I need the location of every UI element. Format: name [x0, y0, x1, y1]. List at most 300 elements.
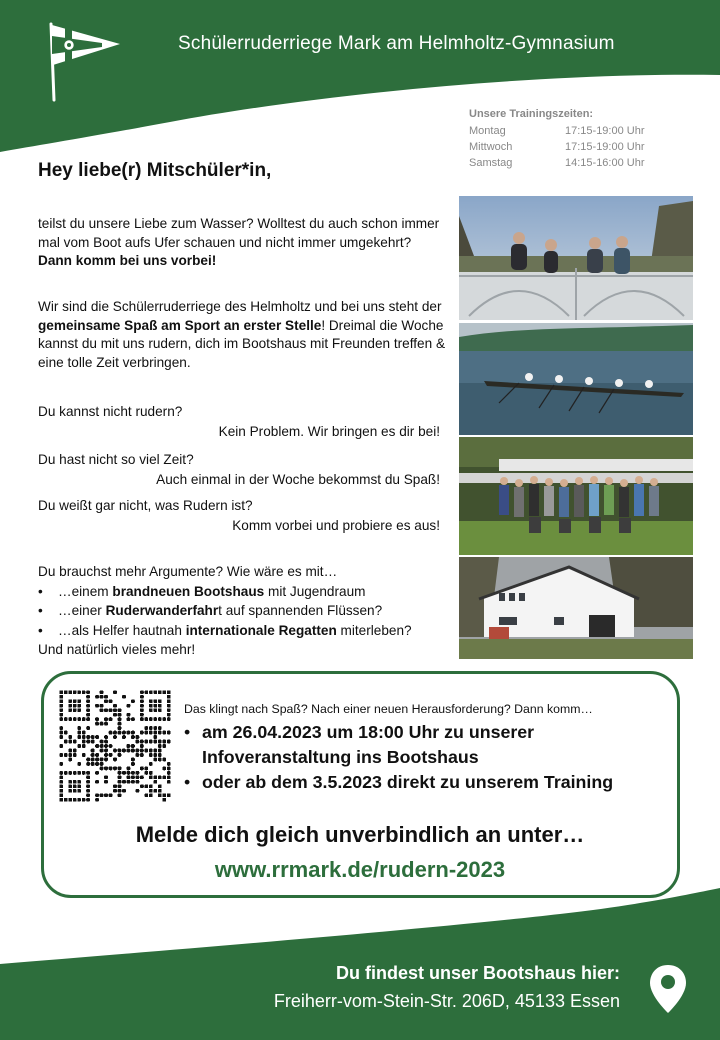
- list-item-continued: [184, 745, 613, 770]
- qr-module: [59, 789, 63, 793]
- qr-module: [131, 717, 135, 721]
- qr-module: [158, 749, 162, 753]
- qr-module: [131, 771, 135, 775]
- qr-module: [167, 771, 171, 775]
- training-title: Unsere Trainingszeiten:: [469, 108, 594, 120]
- intro-text: teilst du unsere Liebe zum Wasser? Wolltest du auch schon immer mal vom Boot aufs Ufer schauen und nicht immer umgekehrt?: [38, 216, 440, 250]
- faq-question: Du weißt gar nicht, was Rudern ist?: [38, 498, 253, 513]
- qr-module: [73, 717, 77, 721]
- qr-module: [68, 798, 72, 802]
- qr-module: [100, 793, 104, 797]
- qr-module: [100, 690, 104, 694]
- qr-module: [104, 744, 108, 748]
- item-text: mit Jugendraum: [264, 583, 366, 599]
- qr-module: [95, 753, 99, 757]
- qr-module: [68, 735, 72, 739]
- qr-module: [59, 753, 63, 757]
- qr-module: [136, 771, 140, 775]
- qr-module: [77, 717, 81, 721]
- training-time: 17:15-19:00 Uhr: [565, 141, 645, 153]
- qr-module: [73, 740, 77, 744]
- qr-module: [91, 753, 95, 757]
- qr-module: [73, 771, 77, 775]
- qr-module: [100, 749, 104, 753]
- qr-module: [153, 699, 157, 703]
- qr-module: [144, 740, 148, 744]
- qr-module: [113, 704, 117, 708]
- qr-module: [95, 780, 99, 784]
- qr-module: [167, 780, 171, 784]
- qr-module: [64, 717, 68, 721]
- qr-module: [167, 762, 171, 766]
- qr-module: [167, 731, 171, 735]
- qr-module: [167, 708, 171, 712]
- qr-module: [153, 690, 157, 694]
- qr-module: [136, 735, 140, 739]
- qr-module: [149, 784, 153, 788]
- item-highlight: internationale Regatten: [185, 622, 337, 638]
- qr-module: [149, 793, 153, 797]
- qr-module: [167, 775, 171, 779]
- qr-module: [127, 744, 131, 748]
- qr-module: [153, 789, 157, 793]
- qr-module: [64, 740, 68, 744]
- training-times: [469, 108, 645, 171]
- faq-item: [38, 496, 440, 536]
- qr-module: [86, 771, 90, 775]
- qr-module: [127, 780, 131, 784]
- qr-module: [149, 740, 153, 744]
- qr-module: [100, 758, 104, 762]
- qr-module: [162, 758, 166, 762]
- item-text: …einer: [58, 603, 106, 618]
- qr-module: [59, 690, 63, 694]
- qr-module: [127, 749, 131, 753]
- qr-module: [162, 690, 166, 694]
- qr-module: [109, 699, 113, 703]
- faq-question: Du hast nicht so viel Zeit?: [38, 452, 194, 467]
- qr-module: [95, 704, 99, 708]
- bullet: •: [38, 622, 43, 638]
- qr-module: [109, 731, 113, 735]
- qr-module: [68, 758, 72, 762]
- qr-module: [158, 726, 162, 730]
- qr-module: [140, 753, 144, 757]
- qr-module: [158, 789, 162, 793]
- qr-module: [109, 767, 113, 771]
- qr-module: [91, 749, 95, 753]
- qr-module: [86, 789, 90, 793]
- cta-item: oder ab dem 3.5.2023 direkt zu unserem Training: [202, 772, 614, 792]
- qr-module: [113, 784, 117, 788]
- qr-module: [86, 740, 90, 744]
- arguments-closing: Und natürlich vieles mehr!: [38, 642, 196, 657]
- qr-module: [73, 708, 77, 712]
- qr-module: [77, 771, 81, 775]
- qr-module: [162, 731, 166, 735]
- qr-module: [167, 699, 171, 703]
- club-pennant-icon: [42, 20, 122, 102]
- item-text: …einem: [58, 583, 113, 599]
- qr-module: [131, 775, 135, 779]
- qr-module: [59, 713, 63, 717]
- qr-module: [140, 708, 144, 712]
- qr-module: [73, 699, 77, 703]
- location-pin-icon[interactable]: [648, 963, 688, 1015]
- qr-module: [73, 784, 77, 788]
- qr-module: [149, 708, 153, 712]
- qr-module: [162, 775, 166, 779]
- qr-module: [59, 798, 63, 802]
- qr-module: [104, 722, 108, 726]
- qr-module: [158, 775, 162, 779]
- qr-module: [64, 798, 68, 802]
- qr-module: [158, 704, 162, 708]
- qr-module: [136, 740, 140, 744]
- qr-module: [68, 690, 72, 694]
- qr-module: [95, 798, 99, 802]
- qr-module: [149, 690, 153, 694]
- faq-item: [38, 450, 440, 490]
- cta-list: [184, 720, 613, 795]
- qr-module: [86, 762, 90, 766]
- faq-answer: Komm vorbei und probiere es aus!: [232, 518, 440, 533]
- qr-module: [86, 735, 90, 739]
- qr-module: [118, 708, 122, 712]
- qr-module: [118, 726, 122, 730]
- qr-module: [68, 717, 72, 721]
- qr-module: [68, 699, 72, 703]
- qr-module: [68, 784, 72, 788]
- qr-module: [131, 744, 135, 748]
- qr-module: [118, 784, 122, 788]
- qr-module: [104, 767, 108, 771]
- qr-module: [86, 793, 90, 797]
- qr-module: [100, 722, 104, 726]
- qr-module: [113, 749, 117, 753]
- qr-module: [140, 731, 144, 735]
- qr-module: [149, 789, 153, 793]
- qr-module: [59, 744, 63, 748]
- qr-module: [158, 784, 162, 788]
- qr-module: [127, 704, 131, 708]
- qr-module: [118, 731, 122, 735]
- qr-module: [95, 735, 99, 739]
- item-text: miterleben?: [336, 622, 412, 638]
- photo-team-on-bridge: [459, 196, 693, 320]
- qr-module: [140, 744, 144, 748]
- qr-module: [104, 753, 108, 757]
- list-item: [184, 720, 613, 745]
- qr-module: [100, 740, 104, 744]
- faq-question: Du kannst nicht rudern?: [38, 404, 183, 419]
- qr-module: [122, 789, 126, 793]
- qr-module: [167, 767, 171, 771]
- qr-module: [104, 775, 108, 779]
- training-day: Samstag: [469, 157, 513, 169]
- qr-module: [149, 717, 153, 721]
- register-link[interactable]: www.rrmark.de/rudern-2023: [214, 857, 506, 882]
- qr-module: [158, 740, 162, 744]
- qr-module: [118, 749, 122, 753]
- qr-module: [158, 699, 162, 703]
- qr-module: [167, 690, 171, 694]
- qr-module: [86, 708, 90, 712]
- header-title: Schülerruderriege Mark am Helmholtz-Gymnasium: [178, 33, 615, 54]
- qr-module: [153, 717, 157, 721]
- qr-module: [77, 735, 81, 739]
- qr-module: [140, 740, 144, 744]
- qr-module: [153, 749, 157, 753]
- qr-module: [127, 713, 131, 717]
- qr-module: [153, 753, 157, 757]
- qr-module: [95, 695, 99, 699]
- qr-module: [73, 780, 77, 784]
- qr-module: [109, 793, 113, 797]
- qr-module: [140, 767, 144, 771]
- qr-module: [59, 762, 63, 766]
- qr-module: [77, 704, 81, 708]
- qr-module: [136, 789, 140, 793]
- qr-module: [68, 708, 72, 712]
- qr-module: [113, 731, 117, 735]
- qr-module: [153, 731, 157, 735]
- qr-module: [144, 717, 148, 721]
- qr-module: [149, 771, 153, 775]
- qr-module: [113, 708, 117, 712]
- qr-module: [122, 771, 126, 775]
- qr-module: [86, 713, 90, 717]
- qr-module: [131, 758, 135, 762]
- qr-module: [73, 798, 77, 802]
- list-item: [38, 582, 450, 602]
- qr-module: [131, 762, 135, 766]
- qr-module: [144, 749, 148, 753]
- qr-module: [104, 717, 108, 721]
- qr-module: [144, 771, 148, 775]
- qr-module: [77, 690, 81, 694]
- qr-module: [77, 789, 81, 793]
- qr-module: [73, 789, 77, 793]
- cta-item: Infoveranstaltung ins Bootshaus: [202, 747, 479, 767]
- qr-module: [144, 767, 148, 771]
- training-time: 14:15-16:00 Uhr: [565, 157, 645, 169]
- qr-module: [68, 740, 72, 744]
- qr-module: [82, 771, 86, 775]
- qr-module: [118, 771, 122, 775]
- qr-module: [82, 753, 86, 757]
- qr-module: [77, 798, 81, 802]
- faq-answer: Kein Problem. Wir bringen es dir bei!: [218, 424, 440, 439]
- qr-module: [100, 762, 104, 766]
- qr-module: [109, 753, 113, 757]
- training-row: [469, 139, 645, 155]
- qr-module: [144, 726, 148, 730]
- intro-text: Wir sind die Schülerruderriege des Helmholtz und bei uns steht der: [38, 299, 442, 314]
- qr-module: [104, 780, 108, 784]
- qr-module: [149, 731, 153, 735]
- qr-module: [86, 704, 90, 708]
- qr-module: [59, 717, 63, 721]
- qr-module: [86, 699, 90, 703]
- qr-module: [95, 744, 99, 748]
- qr-module: [95, 762, 99, 766]
- qr-module: [122, 780, 126, 784]
- qr-module: [77, 784, 81, 788]
- qr-module: [167, 713, 171, 717]
- qr-module: [140, 690, 144, 694]
- qr-module: [77, 726, 81, 730]
- qr-module: [140, 749, 144, 753]
- photo-boathouse-building: [459, 557, 693, 659]
- qr-module: [153, 775, 157, 779]
- qr-module: [113, 690, 117, 694]
- qr-module: [144, 731, 148, 735]
- qr-module: [68, 771, 72, 775]
- qr-module: [73, 704, 77, 708]
- bullet: •: [184, 772, 191, 792]
- footer-wave: [0, 880, 720, 1040]
- qr-module: [118, 753, 122, 757]
- qr-module: [131, 731, 135, 735]
- bullet: •: [184, 722, 191, 742]
- qr-module: [59, 731, 63, 735]
- qr-module: [68, 780, 72, 784]
- qr-module: [86, 726, 90, 730]
- qr-module: [136, 775, 140, 779]
- qr-module: [59, 735, 63, 739]
- training-day: Mittwoch: [469, 141, 513, 153]
- list-item: [38, 621, 450, 641]
- intro-highlight: gemeinsame Spaß am Sport an erster Stelle: [38, 317, 322, 333]
- qr-module: [59, 704, 63, 708]
- bullet: •: [38, 603, 43, 618]
- training-row: [469, 123, 645, 139]
- qr-module: [162, 798, 166, 802]
- qr-module: [167, 717, 171, 721]
- qr-module: [59, 726, 63, 730]
- qr-module: [140, 695, 144, 699]
- bullet: •: [38, 583, 43, 599]
- training-day: Montag: [469, 125, 506, 137]
- qr-module: [64, 771, 68, 775]
- qr-module: [131, 749, 135, 753]
- qr-module: [153, 780, 157, 784]
- qr-module: [113, 789, 117, 793]
- qr-module: [64, 753, 68, 757]
- training-time: 17:15-19:00 Uhr: [565, 125, 645, 137]
- qr-module: [144, 784, 148, 788]
- footer-title: Du findest unser Bootshaus hier:: [335, 963, 620, 983]
- item-text: …als Helfer hautnah: [58, 622, 186, 638]
- qr-module: [68, 789, 72, 793]
- qr-module: [82, 798, 86, 802]
- qr-module: [86, 717, 90, 721]
- qr-module: [122, 731, 126, 735]
- qr-module: [113, 767, 117, 771]
- qr-module: [144, 690, 148, 694]
- qr-module: [140, 717, 144, 721]
- qr-module: [149, 762, 153, 766]
- qr-module: [113, 758, 117, 762]
- faq-answer: Auch einmal in der Woche bekommst du Spaß!: [156, 472, 440, 487]
- qr-module: [68, 749, 72, 753]
- qr-module: [158, 708, 162, 712]
- qr-module: [109, 708, 113, 712]
- qr-module: [100, 744, 104, 748]
- qr-module: [104, 749, 108, 753]
- item-text: t auf spannenden Flüssen?: [218, 603, 383, 618]
- qr-module: [162, 793, 166, 797]
- qr-module: [122, 735, 126, 739]
- qr-module: [82, 735, 86, 739]
- qr-module: [109, 717, 113, 721]
- qr-module: [149, 726, 153, 730]
- qr-module: [59, 775, 63, 779]
- qr-module: [140, 775, 144, 779]
- qr-module: [95, 717, 99, 721]
- qr-module: [86, 695, 90, 699]
- qr-module: [77, 731, 81, 735]
- qr-module: [113, 713, 117, 717]
- qr-module: [149, 753, 153, 757]
- qr-module: [118, 780, 122, 784]
- qr-module: [91, 762, 95, 766]
- qr-module: [86, 780, 90, 784]
- qr-module: [82, 717, 86, 721]
- qr-module: [162, 767, 166, 771]
- qr-module: [91, 740, 95, 744]
- qr-module: [131, 735, 135, 739]
- qr-module: [86, 798, 90, 802]
- qr-module: [167, 695, 171, 699]
- qr-module: [127, 767, 131, 771]
- footer-address: Freiherr-vom-Stein-Str. 206D, 45133 Essen: [273, 991, 620, 1011]
- qr-module: [59, 771, 63, 775]
- list-item: [184, 770, 613, 795]
- qr-module: [100, 767, 104, 771]
- register-heading: Melde dich gleich unverbindlich an unter…: [135, 822, 585, 847]
- qr-module: [104, 735, 108, 739]
- qr-module: [153, 704, 157, 708]
- qr-module: [82, 731, 86, 735]
- qr-module: [86, 690, 90, 694]
- qr-module: [95, 722, 99, 726]
- qr-module: [59, 784, 63, 788]
- qr-module: [158, 731, 162, 735]
- qr-module: [73, 749, 77, 753]
- qr-module: [86, 758, 90, 762]
- qr-module: [113, 735, 117, 739]
- qr-module: [149, 704, 153, 708]
- qr-module: [118, 722, 122, 726]
- qr-module: [162, 740, 166, 744]
- qr-module: [158, 690, 162, 694]
- qr-code-icon[interactable]: [59, 690, 171, 802]
- qr-module: [95, 758, 99, 762]
- qr-module: [118, 767, 122, 771]
- photo-group-boathouse: [459, 437, 693, 555]
- arguments-list: [38, 582, 450, 641]
- qr-module: [109, 744, 113, 748]
- qr-module: [100, 695, 104, 699]
- qr-module: [153, 708, 157, 712]
- qr-module: [64, 731, 68, 735]
- qr-module: [167, 740, 171, 744]
- qr-module: [158, 753, 162, 757]
- qr-module: [140, 713, 144, 717]
- qr-module: [64, 690, 68, 694]
